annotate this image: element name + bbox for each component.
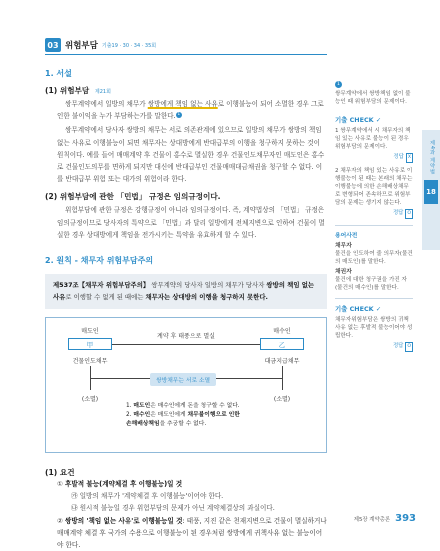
requirement-1-sub-1: ㉮ 일방의 채무가 '계약체결 후 이행불능'이어야 한다.	[71, 492, 224, 501]
check-answer-2	[335, 209, 413, 219]
requirement-2-number: ②	[57, 516, 63, 525]
sub1-para-b: 로 이행불능이 되어 소멸한 경우 그로 인한 불이익을 누가 부담하는가를 말한다.	[57, 100, 324, 121]
contract-line	[112, 344, 260, 345]
section1-sub1-heading	[45, 85, 327, 96]
law-text-4: 채무자는 상대방의 이행을 청구하지 못한다.	[145, 292, 268, 301]
requirement-2-text: : 태풍, 지진 같은 천재지변으로 건물이 멸실하거나 매매계약 체결 후 국가의 수용으로 이행불능이 된 경우처럼 쌍방에게 귀책사유 없는 불능이어야 한다.	[57, 516, 327, 550]
check-title-1: 기출 CHECK ✓	[335, 116, 382, 124]
answer-label-2: 정답	[392, 210, 404, 216]
requirement-2-title: 쌍방의 '책임 없는 사유'로 이행불능일 것	[65, 516, 183, 525]
seller-obligation-status: (소멸)	[81, 396, 99, 404]
diagram-note-1	[126, 402, 246, 411]
chapter-tab-text: 제4과 계약법	[429, 140, 435, 175]
term-1-definition: 물건을 인도하여 줄 의무자(물건의 매도인)를 말한다.	[335, 251, 413, 265]
answer-label-3: 정답	[392, 343, 404, 349]
buyer-box: 乙	[260, 338, 304, 350]
sub2-paragraph: 위험부담에 관한 규정은 강행규정이 아니라 임의규정이다. 즉, 계약법상의 「민법」 규정은 임의규정이므로 당사자의 특약으로 「민법」과 달리 일방에게 전체지변으로 인하여 건물이 멸실한 경우 상대방에게 책임을 전가시키는 특약을 유효하게 할 수 있다.	[57, 206, 325, 239]
term-2-heading: 채권자	[335, 269, 352, 275]
note2-text-2: 을 추궁할 수 없다.	[159, 421, 207, 428]
sidebar-divider-2	[335, 298, 413, 299]
buyer-obligation: 대금지급채무	[264, 358, 300, 366]
buyer-label: 매수인	[273, 328, 291, 336]
main-column	[45, 36, 327, 551]
topic-ref: 기출19 · 30 · 34 · 35회	[101, 42, 157, 49]
buyer-obligation-status: (소멸)	[273, 396, 291, 404]
topic-number: 03	[45, 38, 61, 52]
topic-divider	[45, 54, 327, 55]
check-explanation-2: 2 채무자의 책임 있는 사유로 이행불능이 된 때는 본래의 채무는 이행불능에 의한 손해배상채무로 변형되어 존속하므로 위험부담의 문제는 생기지 않는다.	[335, 168, 413, 206]
chapter-tab-number: 18	[424, 180, 438, 204]
glossary-title: 용어사전	[335, 233, 358, 239]
check-question-3: 채무자위험부담은 쌍방의 귀책사유 없는 후발적 불능이어야 성립한다.	[335, 317, 413, 339]
note2-num: 2.	[126, 412, 134, 419]
check-answer-3	[335, 342, 413, 352]
section2-heading: 2. 원칙 - 채무자 위험부담주의	[45, 256, 154, 266]
topic-title: 위험부담	[65, 41, 98, 51]
side-note-1-text: 쌍무계약에서 쌍방책임 없이 불능인 때 위험부담의 문제이다.	[335, 91, 411, 105]
term-2-definition: 물건에 대한 청구권을 가진 자(물건의 매수인)를 말한다.	[335, 277, 407, 291]
law-text-2: 쌍방의 책임 없는 사유	[53, 281, 315, 301]
requirement-1-number: ①	[57, 480, 63, 489]
sidebar	[335, 80, 413, 352]
check-question-1: 1 쌍무계약에서 시 채무자의 책임 있는 사유로 불능이 된 경우 위험부담의 문제이다.	[335, 128, 411, 150]
page-number: 393	[395, 513, 416, 524]
contract-event-label: 계약 후 태풍으로 멸실	[157, 333, 215, 341]
answer-mark-3: O	[405, 342, 413, 352]
check-answer-1	[335, 153, 413, 163]
topic-header	[45, 36, 327, 54]
sub1-para-a: 쌍무계약에서 일방의 채무가	[65, 100, 148, 108]
note2-text: 은 매도인에게	[150, 412, 188, 419]
section1-heading: 1. 서설	[45, 69, 72, 78]
note1-bold: 매도인	[133, 403, 151, 410]
mutual-extinction-pill: 쌍방채무는 서로 소멸	[150, 373, 216, 386]
buyer-vertical-line	[282, 366, 283, 390]
sub1-paragraph-2: 쌍무계약에서 당사자 쌍방의 채무는 서로 의존관계에 있으므로 일방의 채무가 쌍방의 책임 없는 사유로 이행불능이 되면 채무자는 상대방에게 반대급부의 이행을 청구하지 못하는 것이 원칙이다. 예를 들어 매매계약 후 건물이 홍수로 멸실한 경우 건물인도채무자인 매도인은 홍수로 건물인도의무를 면하게 되지만 대신에 반대급부인 건물매매대금채권을 청구할 수 없다. 이를 반대급부 위험 또는 대가의 위험이라 한다.	[57, 126, 325, 184]
note1-text: 은 매수인에게 돈을 청구할 수 없다.	[150, 403, 240, 410]
footer-chapter-label: 제5장 계약총론	[353, 517, 391, 523]
requirement-1-sub-2: ㉯ 원시적 불능일 경우 위험부담의 문제가 아닌 계약체결상의 과실이다.	[71, 504, 275, 513]
sidebar-divider	[335, 225, 413, 226]
law-article-title: 제537조【채무자 위험부담주의】	[53, 281, 150, 290]
section1-sub2-heading: (2) 위험부담에 관한 「민법」 규정은 임의규정이다.	[45, 192, 221, 202]
page-footer	[354, 513, 416, 524]
side-note-marker: 1	[335, 81, 342, 88]
requirement-1-title: 후발적 불능(계약체결 후 이행불능)일 것	[65, 480, 183, 489]
diagram-note-2	[126, 411, 246, 429]
answer-mark-1: X	[406, 153, 413, 163]
seller-obligation: 건물인도채무	[72, 358, 108, 366]
requirement-1	[57, 478, 327, 490]
note2-bold: 매수인	[133, 412, 151, 419]
law-text-1: 쌍무계약의 당사자 일방의 채무가 당사자	[149, 281, 267, 290]
term-1-heading: 채무자	[335, 243, 352, 249]
footnote-marker: 1	[177, 112, 181, 118]
side-note-1	[335, 80, 413, 106]
requirement-2	[57, 515, 327, 551]
law-article-box	[45, 274, 327, 309]
sub1-ref: 제21회	[94, 89, 111, 95]
sub1-heading-text: (1) 위험부담	[45, 86, 90, 95]
diagram-notes	[126, 402, 246, 429]
sub1-para-underlined: 쌍방에게 책임 없는 사유	[147, 100, 218, 108]
answer-mark-2: O	[405, 209, 413, 219]
check-title-2: 기출 CHECK ✓	[335, 305, 382, 313]
seller-label: 매도인	[81, 328, 99, 336]
section3-heading: (1) 요건	[45, 468, 75, 478]
note1-num: 1.	[126, 403, 134, 410]
law-text-3: 로 이행할 수 없게 된 때에는	[65, 292, 146, 301]
sub1-paragraph	[57, 98, 327, 122]
seller-box: 甲	[68, 338, 112, 350]
risk-diagram	[45, 317, 327, 453]
answer-label-1: 정답	[393, 154, 404, 160]
note2-bold-2: 채무불이행으로 인한 손해배상책임	[126, 412, 240, 428]
